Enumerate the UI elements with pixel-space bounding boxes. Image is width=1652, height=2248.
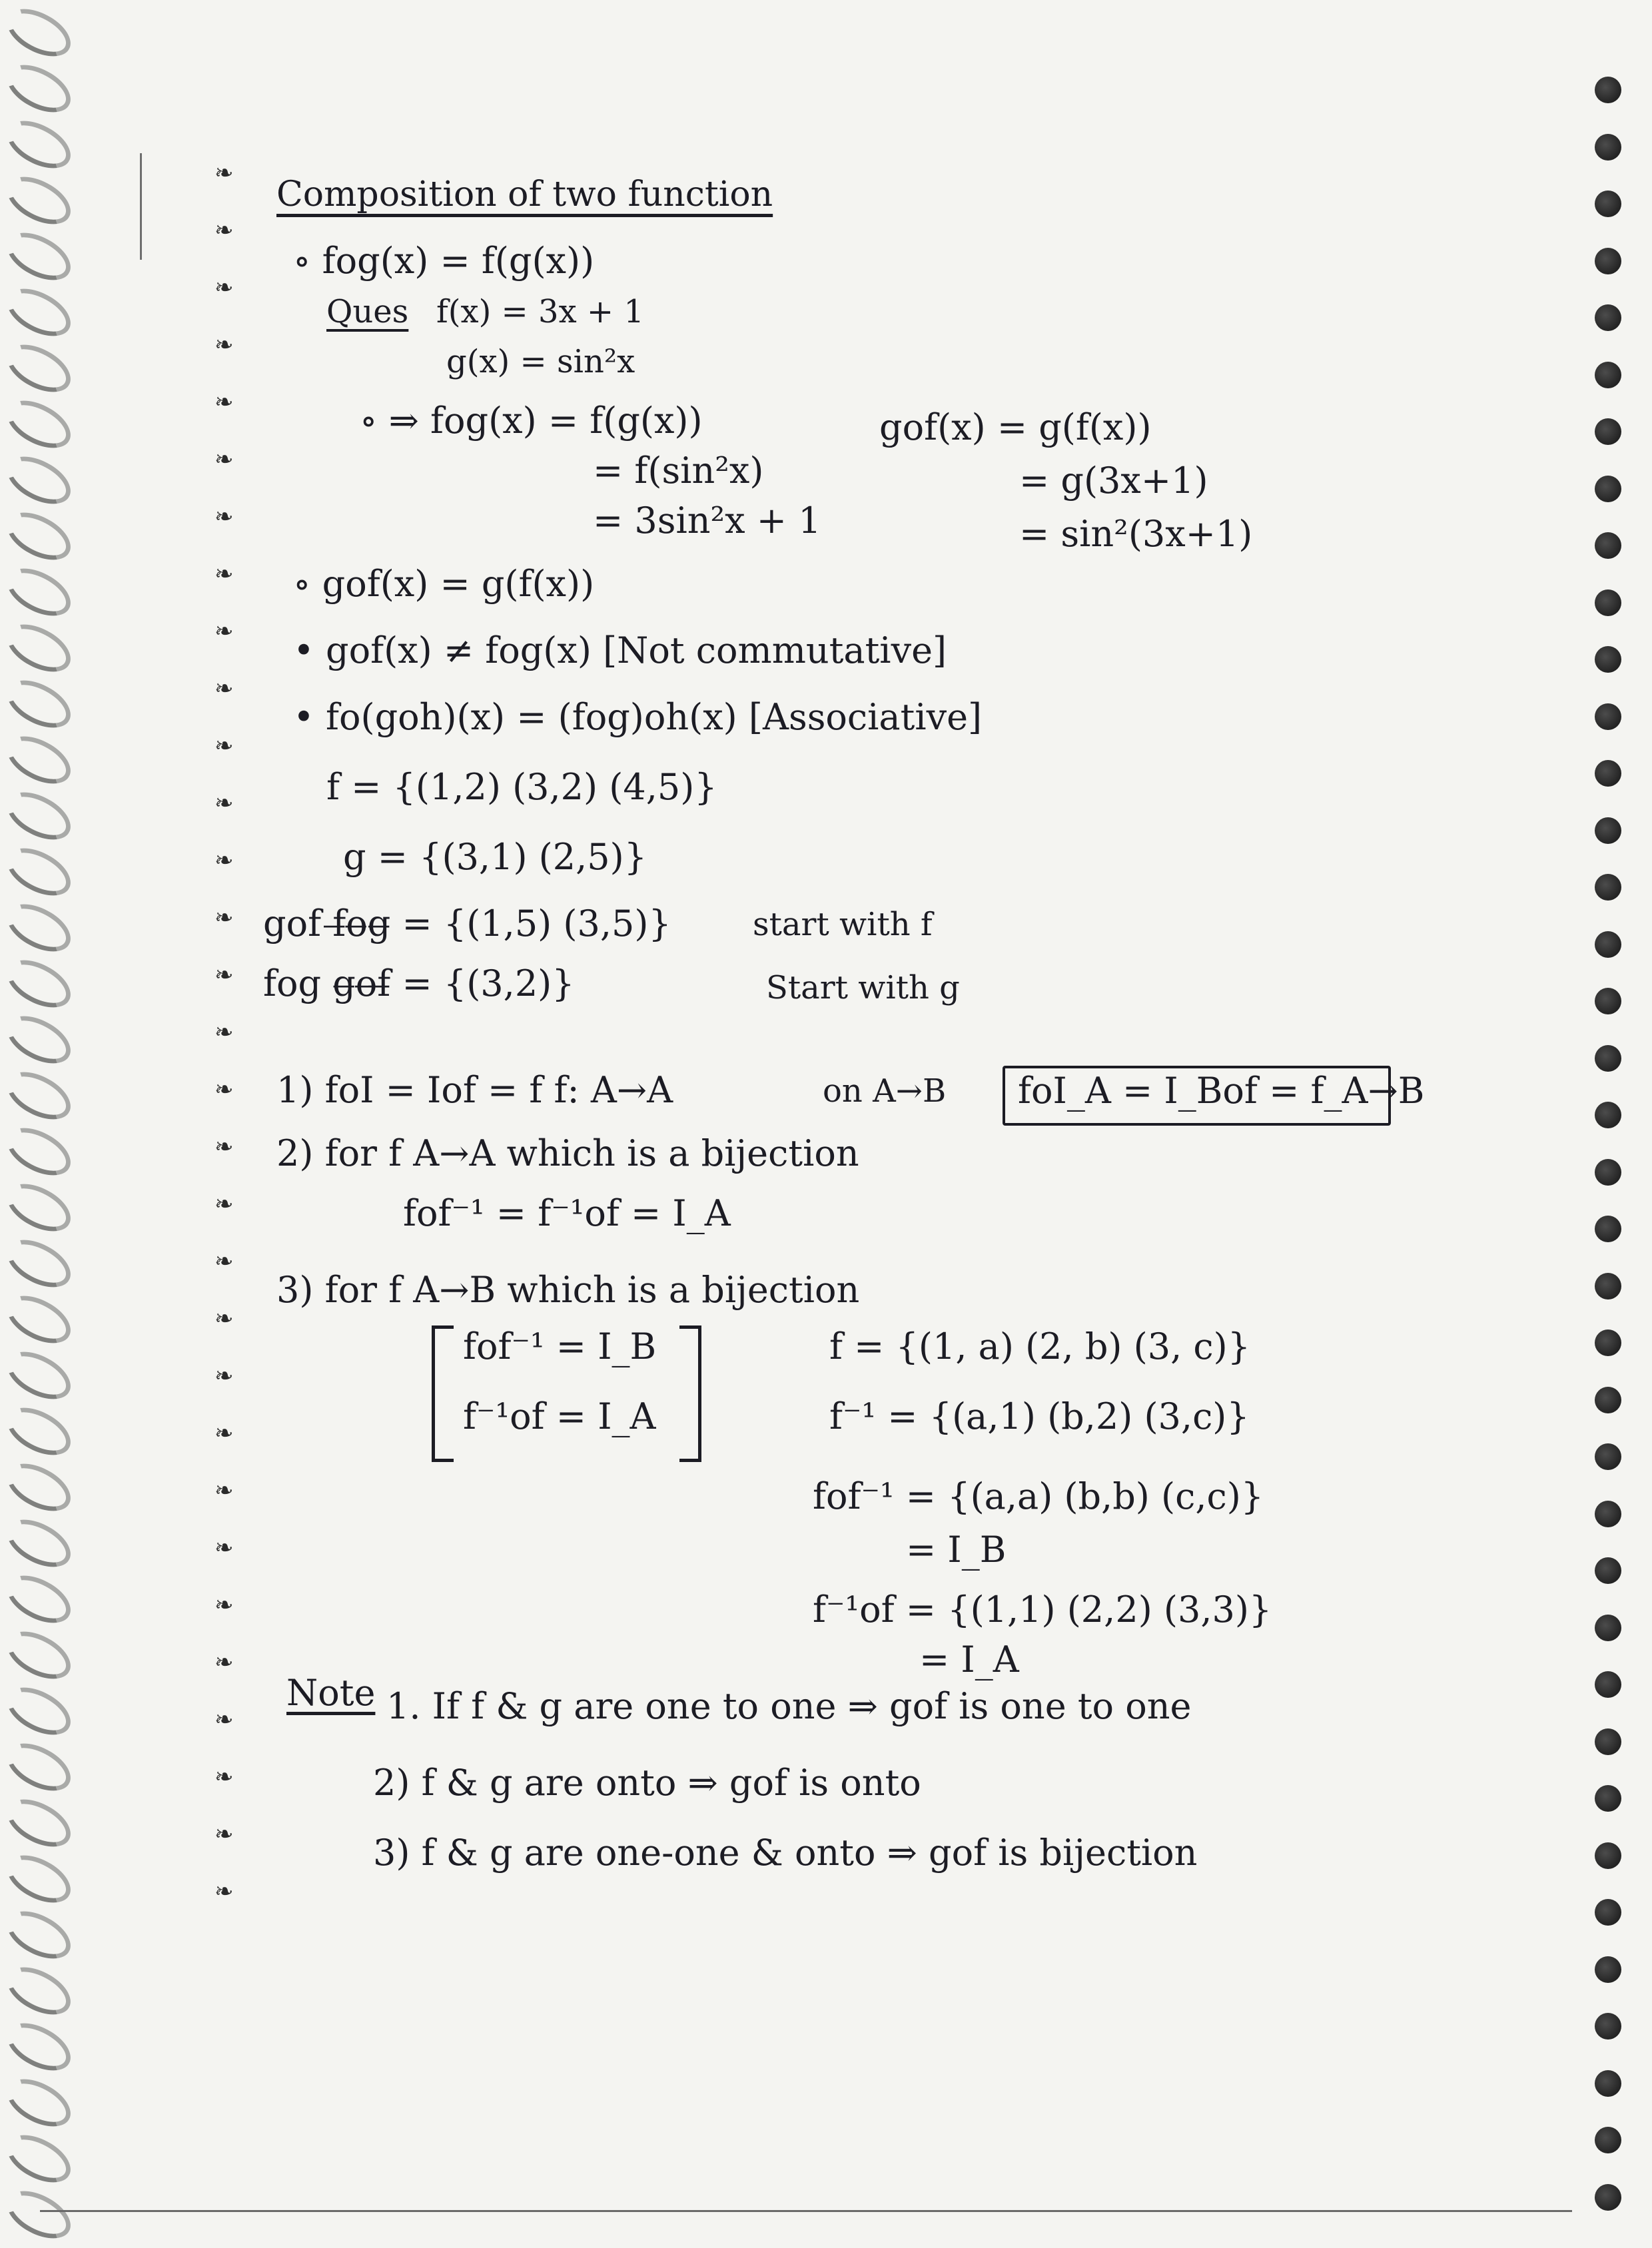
inverse-rule-3b: f⁻¹of = I_A	[463, 1395, 656, 1437]
punch-hole	[1595, 703, 1621, 730]
inverse-rule-2: fof⁻¹ = f⁻¹of = I_A	[403, 1192, 731, 1234]
punch-holes	[1595, 0, 1635, 2237]
note-1: 1. If f & g are one to one ⇒ gof is one to one	[386, 1685, 1192, 1727]
margin-mark: ❧	[214, 1764, 234, 1790]
identity-box-text: foI_A = I_Bof = f_A→B	[1018, 1070, 1425, 1112]
bijection-rule-2: 2) for f A→A which is a bijection	[276, 1132, 859, 1174]
spiral-ring	[0, 2069, 79, 2136]
spiral-ring	[0, 1678, 79, 1744]
spiral-ring	[0, 1342, 79, 1409]
punch-hole	[1595, 304, 1621, 331]
margin-mark: ❧	[214, 1076, 234, 1103]
punch-hole	[1595, 1159, 1621, 1186]
spiral-ring	[0, 895, 79, 961]
punch-hole	[1595, 874, 1621, 901]
note-3: 3) f & g are one-one & onto ⇒ gof is bijection	[373, 1832, 1198, 1874]
fog-hint: Start with g	[766, 969, 960, 1006]
spiral-ring	[0, 2125, 79, 2192]
question-g: g(x) = sin²x	[446, 343, 635, 380]
spiral-ring	[0, 1398, 79, 1465]
punch-hole	[1595, 988, 1621, 1014]
fog-step-2: = f(sin²x)	[593, 450, 764, 492]
punch-hole	[1595, 1387, 1621, 1413]
margin-mark: ❧	[214, 962, 234, 988]
margin-mark: ❧	[214, 790, 234, 817]
margin-mark: ❧	[214, 1363, 234, 1389]
margin-mark: ❧	[214, 1420, 234, 1447]
spiral-binding	[0, 0, 87, 2237]
spiral-ring	[0, 1622, 79, 1688]
punch-hole	[1595, 2184, 1621, 2211]
right-bracket	[679, 1325, 701, 1462]
margin-mark: ❧	[214, 675, 234, 702]
spiral-ring	[0, 111, 79, 178]
associative: • fo(goh)(x) = (fog)oh(x) [Associative]	[293, 696, 983, 738]
spiral-ring	[0, 839, 79, 905]
note-2: 2) f & g are onto ⇒ gof is onto	[373, 1762, 921, 1804]
punch-hole	[1595, 931, 1621, 958]
margin-mark: ❧	[214, 905, 234, 931]
margin-mark: ❧	[214, 1649, 234, 1676]
example-result-ia: = I_A	[919, 1639, 1019, 1681]
spiral-ring	[0, 783, 79, 849]
margin-mark: ❧	[214, 1191, 234, 1218]
gof-step-1: gof(x) = g(f(x))	[879, 406, 1152, 448]
fog-step-1: ∘ ⇒ fog(x) = f(g(x))	[360, 400, 703, 442]
margin-mark: ❧	[214, 1477, 234, 1504]
margin-tick	[140, 153, 142, 260]
margin-mark: ❧	[214, 1878, 234, 1905]
definition-fog: ∘ fog(x) = f(g(x))	[293, 240, 595, 282]
punch-hole	[1595, 1102, 1621, 1128]
spiral-ring	[0, 1566, 79, 1633]
punch-hole	[1595, 362, 1621, 388]
margin-mark: ❧	[214, 160, 234, 187]
spiral-ring	[0, 1230, 79, 1297]
question-f: f(x) = 3x + 1	[436, 293, 644, 330]
margin-mark: ❧	[214, 274, 234, 301]
punch-hole	[1595, 77, 1621, 103]
spiral-ring	[0, 1286, 79, 1353]
spiral-ring	[0, 671, 79, 737]
spiral-ring	[0, 55, 79, 122]
punch-hole	[1595, 1899, 1621, 1926]
not-commutative: • gof(x) ≠ fog(x) [Not commutative]	[293, 629, 947, 671]
page-title: Composition of two function	[276, 175, 773, 214]
punch-hole	[1595, 1273, 1621, 1300]
spiral-ring	[0, 335, 79, 402]
spiral-ring	[0, 1958, 79, 2024]
set-f: f = {(1,2) (3,2) (4,5)}	[326, 766, 717, 808]
spiral-ring	[0, 1174, 79, 1241]
punch-hole	[1595, 1785, 1621, 1812]
margin-mark: ❧	[214, 504, 234, 530]
spiral-ring	[0, 727, 79, 793]
margin-mark: ❧	[214, 446, 234, 473]
punch-hole	[1595, 589, 1621, 616]
margin-mark: ❧	[214, 1706, 234, 1733]
fog-step-3: = 3sin²x + 1	[593, 500, 821, 542]
spiral-ring	[0, 223, 79, 290]
margin-mark: ❧	[214, 1592, 234, 1619]
gof-step-2: = g(3x+1)	[1019, 460, 1208, 502]
spiral-ring	[0, 559, 79, 625]
spiral-ring	[0, 279, 79, 346]
definition-gof: ∘ gof(x) = g(f(x))	[293, 563, 595, 605]
spiral-ring	[0, 167, 79, 234]
spiral-ring	[0, 1062, 79, 1129]
question-label: Ques	[326, 293, 409, 330]
punch-hole	[1595, 1443, 1621, 1470]
margin-mark: ❧	[214, 217, 234, 244]
punch-hole	[1595, 760, 1621, 787]
margin-mark: ❧	[214, 847, 234, 874]
punch-hole	[1595, 248, 1621, 274]
spiral-ring	[0, 1006, 79, 1073]
punch-hole	[1595, 476, 1621, 502]
set-g: g = {(3,1) (2,5)}	[343, 836, 647, 878]
spiral-ring	[0, 0, 79, 66]
punch-hole	[1595, 190, 1621, 217]
example-result-ib: = I_B	[906, 1529, 1007, 1571]
margin-mark: ❧	[214, 1535, 234, 1561]
set-gof: gof f̶o̶g̶ = {(1,5) (3,5)}	[263, 903, 671, 944]
left-bracket	[432, 1325, 454, 1462]
punch-hole	[1595, 646, 1621, 673]
identity-rule: 1) foI = Iof = f f: A→A	[276, 1069, 673, 1111]
punch-hole	[1595, 532, 1621, 559]
note-label: Note	[286, 1672, 376, 1714]
margin-mark: ❧	[214, 1821, 234, 1848]
punch-hole	[1595, 1615, 1621, 1641]
set-fog: fog g̶o̶f̶ = {(3,2)}	[263, 962, 575, 1004]
punch-hole	[1595, 817, 1621, 844]
spiral-ring	[0, 1790, 79, 1856]
margin-mark: ❧	[214, 1019, 234, 1046]
spiral-ring	[0, 1846, 79, 1912]
page-bottom-edge	[40, 2210, 1572, 2212]
margin-mark: ❧	[214, 561, 234, 587]
margin-mark: ❧	[214, 733, 234, 759]
example-f: f = {(1, a) (2, b) (3, c)}	[829, 1325, 1251, 1367]
bijection-rule-3: 3) for f A→B which is a bijection	[276, 1269, 860, 1311]
spiral-ring	[0, 2014, 79, 2080]
punch-hole	[1595, 2013, 1621, 2040]
punch-hole	[1595, 2070, 1621, 2097]
margin-mark: ❧	[214, 1306, 234, 1332]
spiral-ring	[0, 447, 79, 514]
spiral-ring	[0, 1734, 79, 1800]
punch-hole	[1595, 1842, 1621, 1869]
spiral-ring	[0, 1118, 79, 1185]
margin-mark: ❧	[214, 1248, 234, 1275]
example-f-inverse: f⁻¹ = {(a,1) (b,2) (3,c)}	[829, 1395, 1250, 1437]
inverse-rule-3a: fof⁻¹ = I_B	[463, 1325, 657, 1367]
punch-hole	[1595, 1728, 1621, 1755]
spiral-ring	[0, 2181, 79, 2248]
spiral-ring	[0, 1510, 79, 1577]
spiral-ring	[0, 1454, 79, 1521]
punch-hole	[1595, 1216, 1621, 1242]
margin-mark: ❧	[214, 389, 234, 416]
punch-hole	[1595, 2127, 1621, 2153]
margin-mark: ❧	[214, 332, 234, 358]
punch-hole	[1595, 418, 1621, 445]
spiral-ring	[0, 950, 79, 1017]
spiral-ring	[0, 391, 79, 458]
spiral-ring	[0, 503, 79, 569]
gof-step-3: = sin²(3x+1)	[1019, 513, 1253, 555]
punch-hole	[1595, 134, 1621, 161]
punch-hole	[1595, 1956, 1621, 1983]
punch-hole	[1595, 1557, 1621, 1584]
margin-marks	[214, 0, 254, 2237]
example-f-inverse-of: f⁻¹of = {(1,1) (2,2) (3,3)}	[813, 1589, 1272, 1631]
punch-hole	[1595, 1045, 1621, 1072]
spiral-ring	[0, 615, 79, 681]
identity-on: on A→B	[823, 1072, 947, 1110]
margin-mark: ❧	[214, 618, 234, 645]
punch-hole	[1595, 1329, 1621, 1356]
punch-hole	[1595, 1501, 1621, 1527]
margin-mark: ❧	[214, 1134, 234, 1160]
example-fof-inverse: fof⁻¹ = {(a,a) (b,b) (c,c)}	[813, 1475, 1264, 1517]
punch-hole	[1595, 1671, 1621, 1698]
spiral-ring	[0, 1902, 79, 1968]
gof-hint: start with f	[753, 906, 933, 943]
